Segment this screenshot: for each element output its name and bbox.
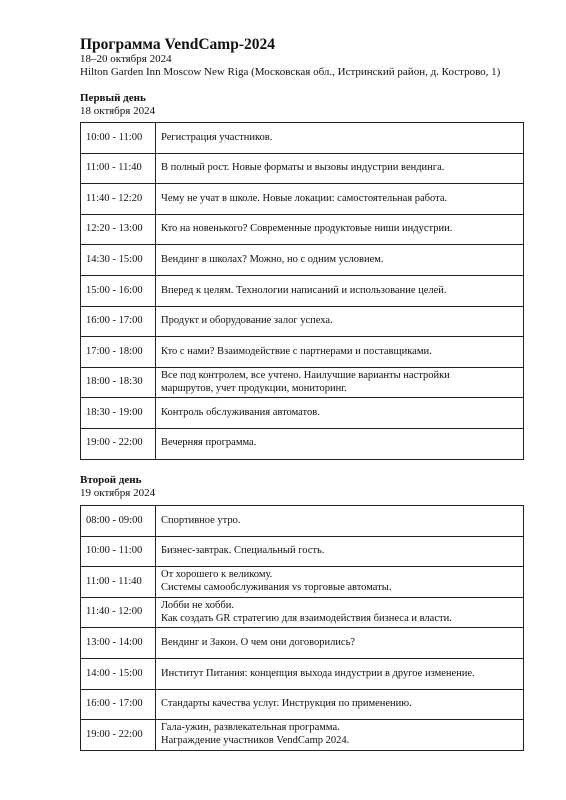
session-description-line: Гала-ужин, развлекательная программа.: [161, 722, 340, 734]
session-description-line: Вендинг и Закон. О чем они договорились?: [161, 636, 356, 648]
session-description-line: Вперед к целям. Технологии написаний и использование целей.: [161, 284, 447, 296]
schedule-row: [81, 567, 524, 598]
schedule-row: [81, 628, 524, 659]
session-time: 19:00 - 22:00: [81, 428, 156, 459]
schedule-row: [81, 275, 524, 306]
session-description: [156, 337, 524, 368]
day-2-schedule-table: [80, 505, 524, 751]
session-time: 08:00 - 09:00: [81, 506, 156, 537]
session-time: 14:30 - 15:00: [81, 245, 156, 276]
schedule-row: [81, 123, 524, 154]
session-description-line: Лобби не хобби.: [161, 600, 234, 612]
session-time: 12:20 - 13:00: [81, 214, 156, 245]
schedule-row: [81, 689, 524, 720]
day-1-title: Первый день: [80, 92, 146, 104]
session-description-line: Все под контролем, все учтено. Наилучшие варианты настройки: [161, 370, 450, 382]
day-1-schedule-table: [80, 122, 524, 460]
session-description: [156, 184, 524, 215]
session-description: [156, 123, 524, 154]
session-description-line: Кто с нами? Взаимодействие с партнерами и поставщиками.: [161, 345, 432, 357]
session-time: 18:30 - 19:00: [81, 398, 156, 429]
session-description-line: Кто на новенького? Современные продуктовые ниши индустрии.: [161, 223, 453, 235]
session-description-line: Системы самообслуживания vs торговые автоматы.: [161, 581, 392, 593]
session-description-line: Институт Питания: концепция выхода индустрии в другое изменение.: [161, 667, 475, 679]
session-time: 16:00 - 17:00: [81, 689, 156, 720]
session-description-line: Чему не учат в школе. Новые локации: самостоятельная работа.: [161, 192, 448, 204]
event-venue: Hilton Garden Inn Moscow New Riga (Московская обл., Истринский район, д. Кострово, 1): [80, 66, 501, 78]
session-description: [156, 628, 524, 659]
session-description-line: Как создать GR стратегию для взаимодействия бизнеса и власти.: [161, 612, 452, 624]
session-description-line: маршрутов, учет продукции, мониторинг.: [161, 382, 347, 394]
schedule-row: [81, 337, 524, 368]
schedule-row: [81, 506, 524, 537]
session-time: 17:00 - 18:00: [81, 337, 156, 368]
session-description-line: Регистрация участников.: [161, 131, 273, 143]
session-description-line: Спортивное утро.: [161, 514, 241, 526]
session-time: 11:00 - 11:40: [81, 153, 156, 184]
session-time: 19:00 - 22:00: [81, 720, 156, 751]
session-description: [156, 597, 524, 628]
schedule-row: [81, 536, 524, 567]
day-1-schedule-body: [81, 123, 524, 460]
schedule-row: [81, 398, 524, 429]
schedule-row: [81, 245, 524, 276]
schedule-row: [81, 597, 524, 628]
session-description-line: Стандарты качества услуг. Инструкция по применению.: [161, 698, 412, 710]
session-description: [156, 398, 524, 429]
day-2-date: 19 октября 2024: [80, 487, 156, 499]
schedule-row: [81, 214, 524, 245]
schedule-row: [81, 428, 524, 459]
session-description-line: Вечерняя программа.: [161, 437, 257, 449]
schedule-row: [81, 184, 524, 215]
day-1-date: 18 октября 2024: [80, 105, 156, 117]
session-description-line: Бизнес-завтрак. Специальный гость.: [161, 545, 325, 557]
document-title: Программа VendCamp-2024: [80, 36, 275, 53]
session-description-line: Контроль обслуживания автоматов.: [161, 406, 320, 418]
session-time: 15:00 - 16:00: [81, 275, 156, 306]
event-dates: 18–20 октября 2024: [80, 53, 172, 65]
schedule-row: [81, 658, 524, 689]
session-time: 13:00 - 14:00: [81, 628, 156, 659]
session-description-line: В полный рост. Новые форматы и вызовы индустрии вендинга.: [161, 162, 445, 174]
day-2-schedule-body: [81, 506, 524, 751]
session-description: [156, 306, 524, 337]
session-description: [156, 245, 524, 276]
session-time: 10:00 - 11:00: [81, 123, 156, 154]
session-description: [156, 720, 524, 751]
session-time: 11:40 - 12:20: [81, 184, 156, 215]
session-description: [156, 428, 524, 459]
session-time: 11:00 - 11:40: [81, 567, 156, 598]
session-description: [156, 275, 524, 306]
schedule-row: [81, 306, 524, 337]
session-time: 18:00 - 18:30: [81, 367, 156, 398]
session-description-line: Награждение участников VendCamp 2024.: [161, 734, 350, 746]
session-description: [156, 689, 524, 720]
session-time: 11:40 - 12:00: [81, 597, 156, 628]
session-description-line: От хорошего к великому.: [161, 569, 273, 581]
session-description: [156, 567, 524, 598]
schedule-row: [81, 153, 524, 184]
session-description-line: Продукт и оборудование залог успеха.: [161, 315, 333, 327]
session-description: [156, 658, 524, 689]
day-2-title: Второй день: [80, 474, 142, 486]
session-description: [156, 214, 524, 245]
session-description: [156, 153, 524, 184]
session-description: [156, 536, 524, 567]
session-description: [156, 506, 524, 537]
session-time: 16:00 - 17:00: [81, 306, 156, 337]
session-time: 10:00 - 11:00: [81, 536, 156, 567]
session-description-line: Вендинг в школах? Можно, но с одним условием.: [161, 253, 384, 265]
session-description: [156, 367, 524, 398]
schedule-row: [81, 720, 524, 751]
session-time: 14:00 - 15:00: [81, 658, 156, 689]
schedule-row: [81, 367, 524, 398]
